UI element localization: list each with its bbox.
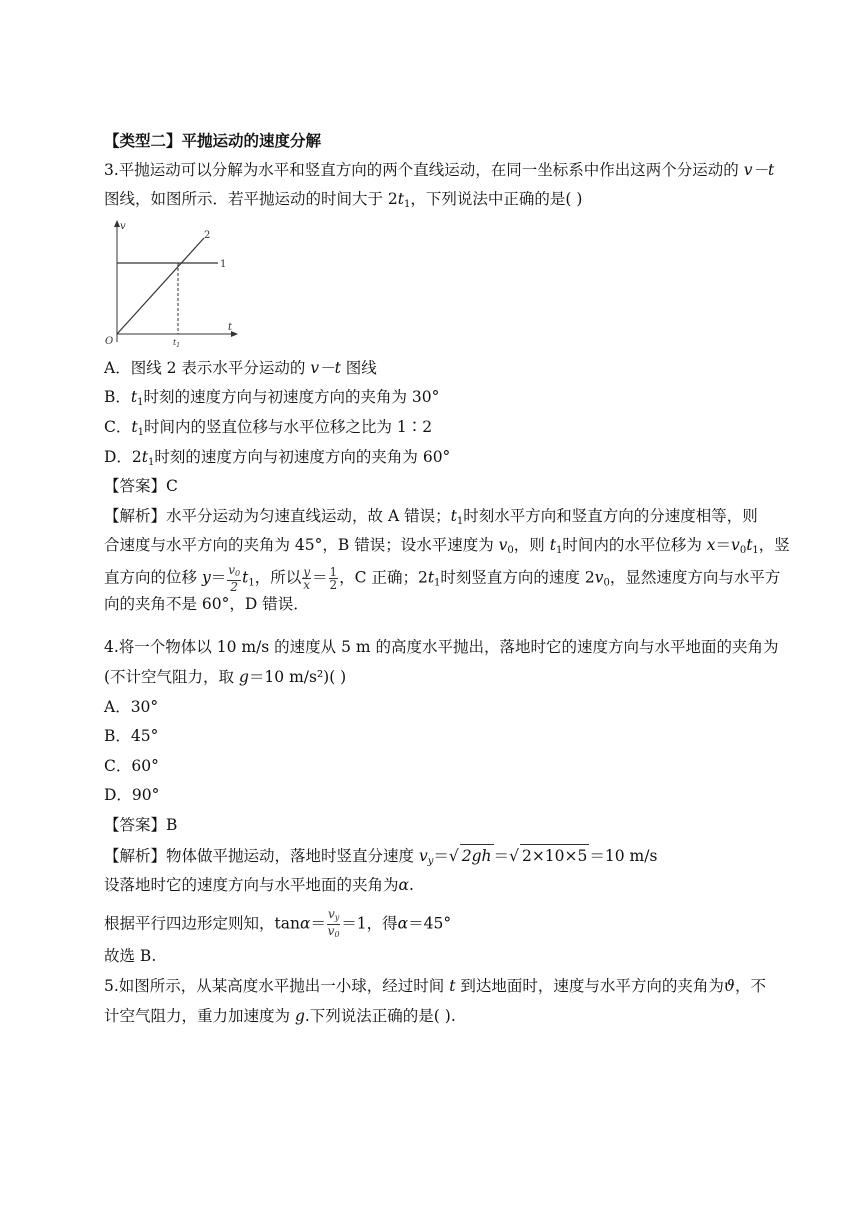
vt-graph-figure — [100, 218, 240, 348]
q4-option-c: C．60° — [104, 757, 159, 775]
x-axis-label: t — [228, 322, 233, 333]
q3-stem-line2: 图线，如图所示．若平抛运动的时间大于 $2t_1$，下列说法中正确的是( ) — [104, 190, 583, 210]
q4-answer: 【答案】B — [104, 816, 178, 834]
sqrt-2gh: 2gh — [460, 844, 494, 867]
q4-explanation-line1: 【解析】物体做平抛运动，落地时竖直分速度 $v_y=√$ 2gh ＝√ 2×10×5 ＝10 m/s — [104, 844, 657, 873]
line-2-label: 2 — [204, 230, 211, 241]
t1-tick-label: $t_1$ — [173, 338, 181, 348]
q3-explanation-line4: 向的夹角不是 60°，D 错误． — [104, 595, 309, 613]
q4-explanation-line2: 设落地时它的速度方向与水平地面的夹角为α. — [104, 876, 414, 894]
q5-stem-line2: 计空气阻力，重力加速度为 g.下列说法正确的是( ). — [104, 1007, 456, 1025]
q4-stem-line2: (不计空气阻力，取 g＝10 m/s²)( ) — [104, 668, 347, 686]
q3-option-c: C．$t_1$时间内的竖直位移与水平位移之比为 1∶2 — [104, 418, 433, 438]
x-axis-arrow — [231, 331, 238, 337]
q3-option-b: B．$t_1$时刻的速度方向与初速度方向的夹角为 30° — [104, 388, 440, 408]
q4-explanation-line4: 故选 B. — [104, 947, 157, 965]
line-1-label: 1 — [220, 259, 227, 270]
y-axis-label: v — [120, 221, 126, 232]
q4-option-d: D．90° — [104, 786, 160, 804]
q4-option-b: B．45° — [104, 727, 159, 745]
q3-stem-line1: 3.平抛运动可以分解为水平和竖直方向的两个直线运动，在同一坐标系中作出这两个分运动的 v－t — [104, 161, 775, 179]
q3-explanation-line1: 【解析】水平分运动为匀速直线运动，故 A 错误；$t_1$时刻水平方向和竖直方向的分速度相等，则 — [104, 507, 758, 527]
fraction-y-over-x: $\frac{y}{x}$ — [303, 565, 310, 592]
q4-explanation-line3: 根据平行四边形定则知，tanα＝ $\frac{v_y}{v_0}$ ＝1，得α＝45° — [104, 907, 452, 939]
sqrt-2x10x5: 2×10×5 — [520, 844, 589, 867]
q3-option-d: D．$2t_1$时刻的速度方向与初速度方向的夹角为 60° — [104, 448, 451, 468]
q3-option-a: A．图线 2 表示水平分运动的 v－t 图线 — [104, 359, 377, 377]
section-title: 【类型二】平抛运动的速度分解 — [104, 131, 322, 150]
q4-option-a: A．30° — [104, 698, 159, 716]
fraction-vy-over-v0: $\frac{v_y}{v_0}$ — [327, 907, 340, 939]
fraction-v0-over-2: $\frac{v_0}{2}$ — [228, 563, 241, 594]
q4-stem-line1: 4.将一个物体以 10 m/s 的速度从 5 m 的高度水平抛出，落地时它的速度方向与水平地面的夹角为 — [104, 638, 779, 656]
q3-explanation-line3: 直方向的位移 y＝ $\frac{v_0}{2}$ $t_1$，所以 $\frac{y}{x}$ ＝ $\frac{1}{2}$ ，C 正确；$2t_1$时刻竖直方向的速度 $2v_0$，显然速度方向与水平方 — [104, 563, 781, 594]
q5-stem-line1: 5.如图所示，从某高度水平抛出一小球，经过时间 t 到达地面时，速度与水平方向的夹角为ϑ，不 — [104, 977, 766, 995]
q3-explanation-line2: 合速度与水平方向的夹角为 45°，B 错误；设水平速度为 $v_0$，则 $t_1$时间内的水平位移为 $x=v_0t_1$，竖 — [104, 536, 790, 556]
q3-answer: 【答案】C — [104, 477, 178, 495]
fraction-one-half: $\frac{1}{2}$ — [329, 565, 338, 592]
origin-label: O — [105, 336, 114, 347]
line-2 — [117, 238, 204, 334]
